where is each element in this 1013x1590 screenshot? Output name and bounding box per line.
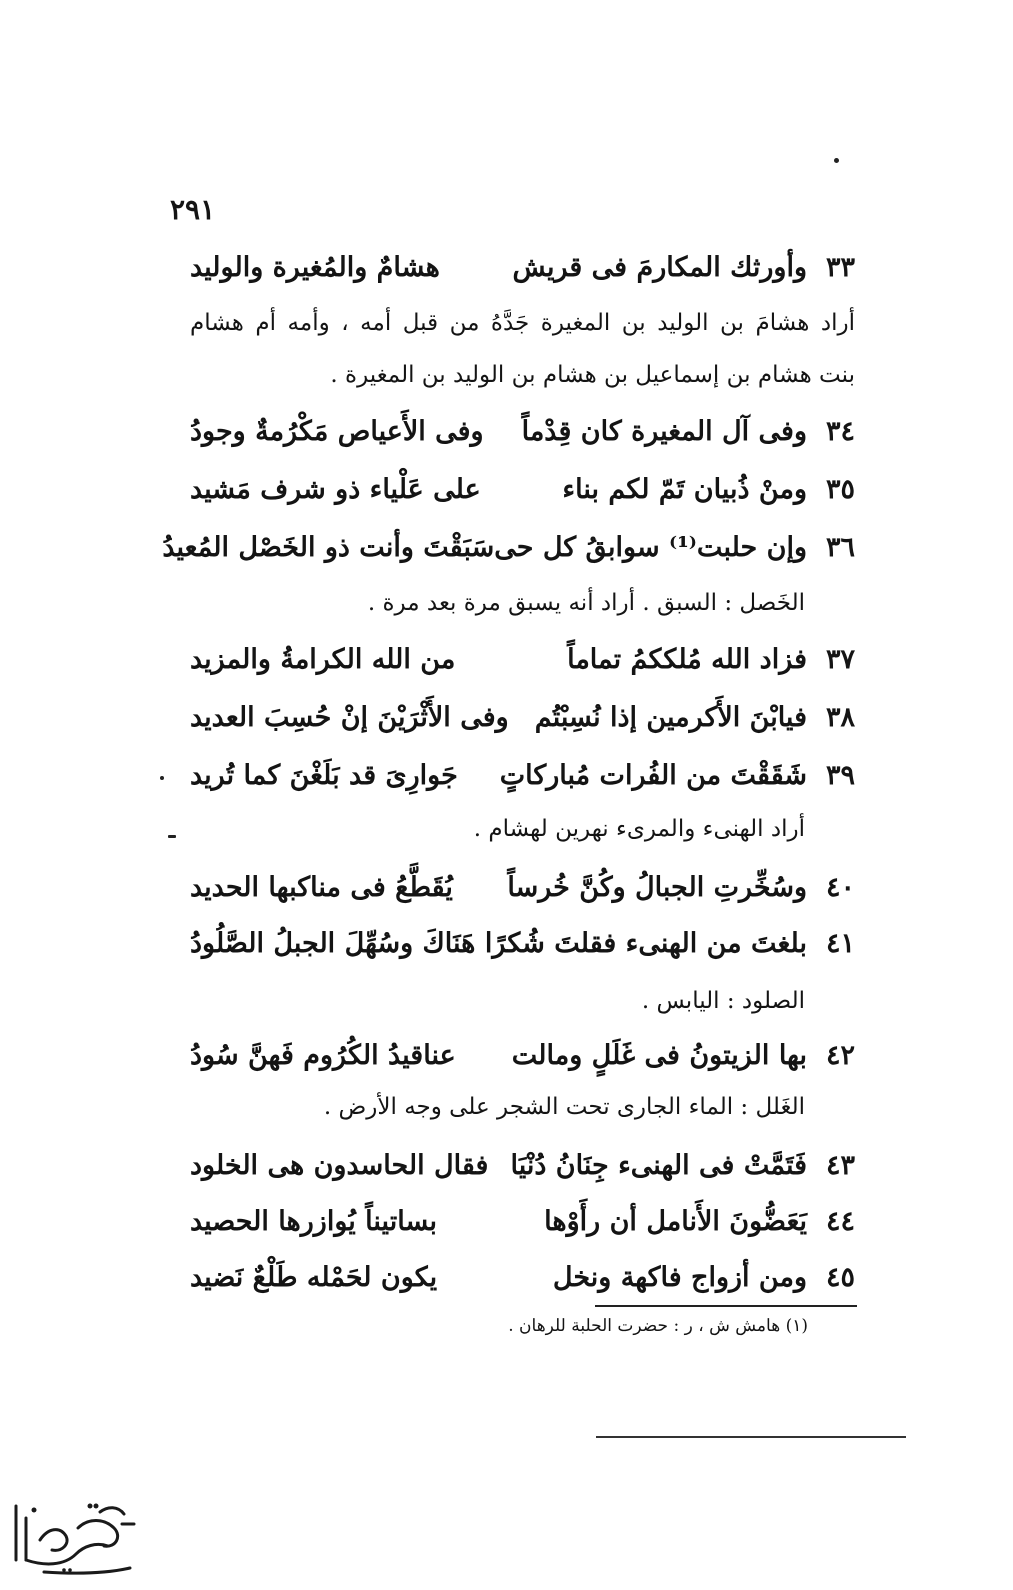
library-stamp-logo bbox=[4, 1488, 144, 1578]
verse-number: ٤١ bbox=[825, 927, 855, 959]
verse-line bbox=[190, 242, 855, 292]
verse-second-hemistich: سَبَقْتَ وأنت ذو الخَصْل المُعيدُ bbox=[162, 531, 495, 563]
verse-number: ٣٨ bbox=[825, 701, 855, 733]
commentary-line: الصلود : اليابس . bbox=[641, 988, 805, 1014]
verse-first-hemistich: يَعَضُّونَ الأَنامل أن رأَوْها bbox=[544, 1205, 807, 1237]
verse-number: ٤٠ bbox=[825, 871, 855, 903]
speck-dot bbox=[834, 158, 839, 163]
verse-second-hemistich: جَوارِىَ قد بَلَغْنَ كما تُريد bbox=[190, 759, 458, 791]
verse-first-hemistich: وأورثك المكارمَ فى قريش bbox=[512, 251, 807, 283]
footnote-separator bbox=[595, 1305, 857, 1307]
verse-line bbox=[190, 1140, 855, 1190]
verse-second-hemistich: هشامٌ والمُغيرة والوليد bbox=[189, 251, 440, 283]
verse-line bbox=[190, 464, 855, 514]
verse-number: ٤٥ bbox=[825, 1261, 855, 1293]
verse-first-hemistich: فيابْنَ الأَكرمين إذا نُسِبْتُم bbox=[534, 701, 807, 733]
verse-first-hemistich: وإن حلبت⁽¹⁾ سوابقُ كل حى bbox=[494, 531, 807, 563]
verse-second-hemistich: بساتيناً يُوازرها الحصيد bbox=[189, 1205, 438, 1237]
verse-line bbox=[190, 1252, 855, 1302]
verse-number: ٣٣ bbox=[825, 251, 855, 283]
verse-number: ٤٢ bbox=[825, 1039, 855, 1071]
verse-first-hemistich: بها الزيتونُ فى غَلَلٍ ومالت bbox=[511, 1039, 807, 1071]
verse-first-hemistich: فَتَمَّتْ فى الهنىء جِنَانُ دُنْيَا bbox=[510, 1149, 807, 1181]
verse-number: ٣٧ bbox=[825, 643, 855, 675]
commentary-line: أراد هشامَ بن الوليد بن المغيرة جَدَّهُ من قبل أمه ، وأمه أم هشام bbox=[190, 310, 855, 336]
verse-second-hemistich: يُقَطَّعُ فى مناكبها الحديد bbox=[190, 871, 453, 903]
verse-number: ٣٩ bbox=[825, 759, 855, 791]
verse-line bbox=[190, 692, 855, 742]
speck-dot bbox=[160, 776, 164, 780]
verse-number: ٤٣ bbox=[825, 1149, 855, 1181]
verse-number: ٣٦ bbox=[825, 531, 855, 563]
verse-line bbox=[190, 1196, 855, 1246]
verse-first-hemistich: ومنْ ذُبيان تَمّ لكم بناء bbox=[562, 473, 807, 505]
footnote: (١) هامش ش ، ر : حضرت الحلبة للرهان . bbox=[508, 1316, 808, 1336]
verse-number: ٣٥ bbox=[825, 473, 855, 505]
verse-first-hemistich: وسُخِّرتِ الجبالُ وكُنَّ خُرساً bbox=[507, 871, 807, 903]
commentary-line: أراد الهنىء والمرىء نهرين لهشام . bbox=[473, 816, 805, 842]
verse-second-hemistich: يكون لحَمْله طَلْعٌ نَضيد bbox=[190, 1261, 438, 1293]
verse-first-hemistich: وفى آل المغيرة كان قِدْماً bbox=[521, 415, 807, 447]
verse-second-hemistich: عناقيدُ الكُرُوم فَهنَّ سُودُ bbox=[190, 1039, 456, 1071]
commentary-line: الغَلل : الماء الجارى تحت الشجر على وجه الأرض . bbox=[323, 1094, 805, 1120]
verse-line bbox=[190, 406, 855, 456]
commentary-line: الخَصل : السبق . أراد أنه يسبق مرة بعد مرة . bbox=[367, 590, 805, 616]
verse-number: ٣٤ bbox=[825, 415, 855, 447]
verse-first-hemistich: بلغتَ من الهنىء فقلتَ شُكرًا bbox=[484, 927, 807, 959]
verse-line bbox=[162, 522, 855, 572]
commentary-line: بنت هشام بن إسماعيل بن هشام بن الوليد بن المغيرة . bbox=[330, 362, 855, 388]
speck-dot bbox=[168, 835, 176, 838]
verse-second-hemistich: وفى الأَعياص مَكْرُمةٌ وجودُ bbox=[190, 415, 484, 447]
verse-first-hemistich: شَقَقْتَ من الفُرات مُباركاتٍ bbox=[499, 759, 807, 791]
verse-line bbox=[190, 918, 855, 968]
verse-second-hemistich: على عَلْياء ذو شرف مَشيد bbox=[189, 473, 481, 505]
verse-first-hemistich: ومن أزواج فاكهة ونخل bbox=[552, 1261, 807, 1293]
page-number: ٢٩١ bbox=[170, 193, 216, 226]
verse-second-hemistich: وفى الأَثْرَيْنَ إنْ حُسِبَ العديد bbox=[190, 701, 509, 733]
verse-line bbox=[190, 862, 855, 912]
bottom-rule bbox=[596, 1436, 906, 1438]
verse-line bbox=[190, 750, 855, 800]
verse-second-hemistich: من الله الكرامةُ والمزيد bbox=[189, 643, 456, 675]
verse-number: ٤٤ bbox=[825, 1205, 855, 1237]
verse-first-hemistich: فزاد الله مُلككمُ تماماً bbox=[567, 643, 807, 675]
verse-second-hemistich: هَنَاكَ وسُهِّلَ الجبلُ الصَّلُودُ bbox=[189, 927, 476, 959]
verse-line bbox=[190, 1030, 855, 1080]
verse-second-hemistich: فقال الحاسدون هى الخلود bbox=[189, 1149, 489, 1181]
verse-line bbox=[190, 634, 855, 684]
